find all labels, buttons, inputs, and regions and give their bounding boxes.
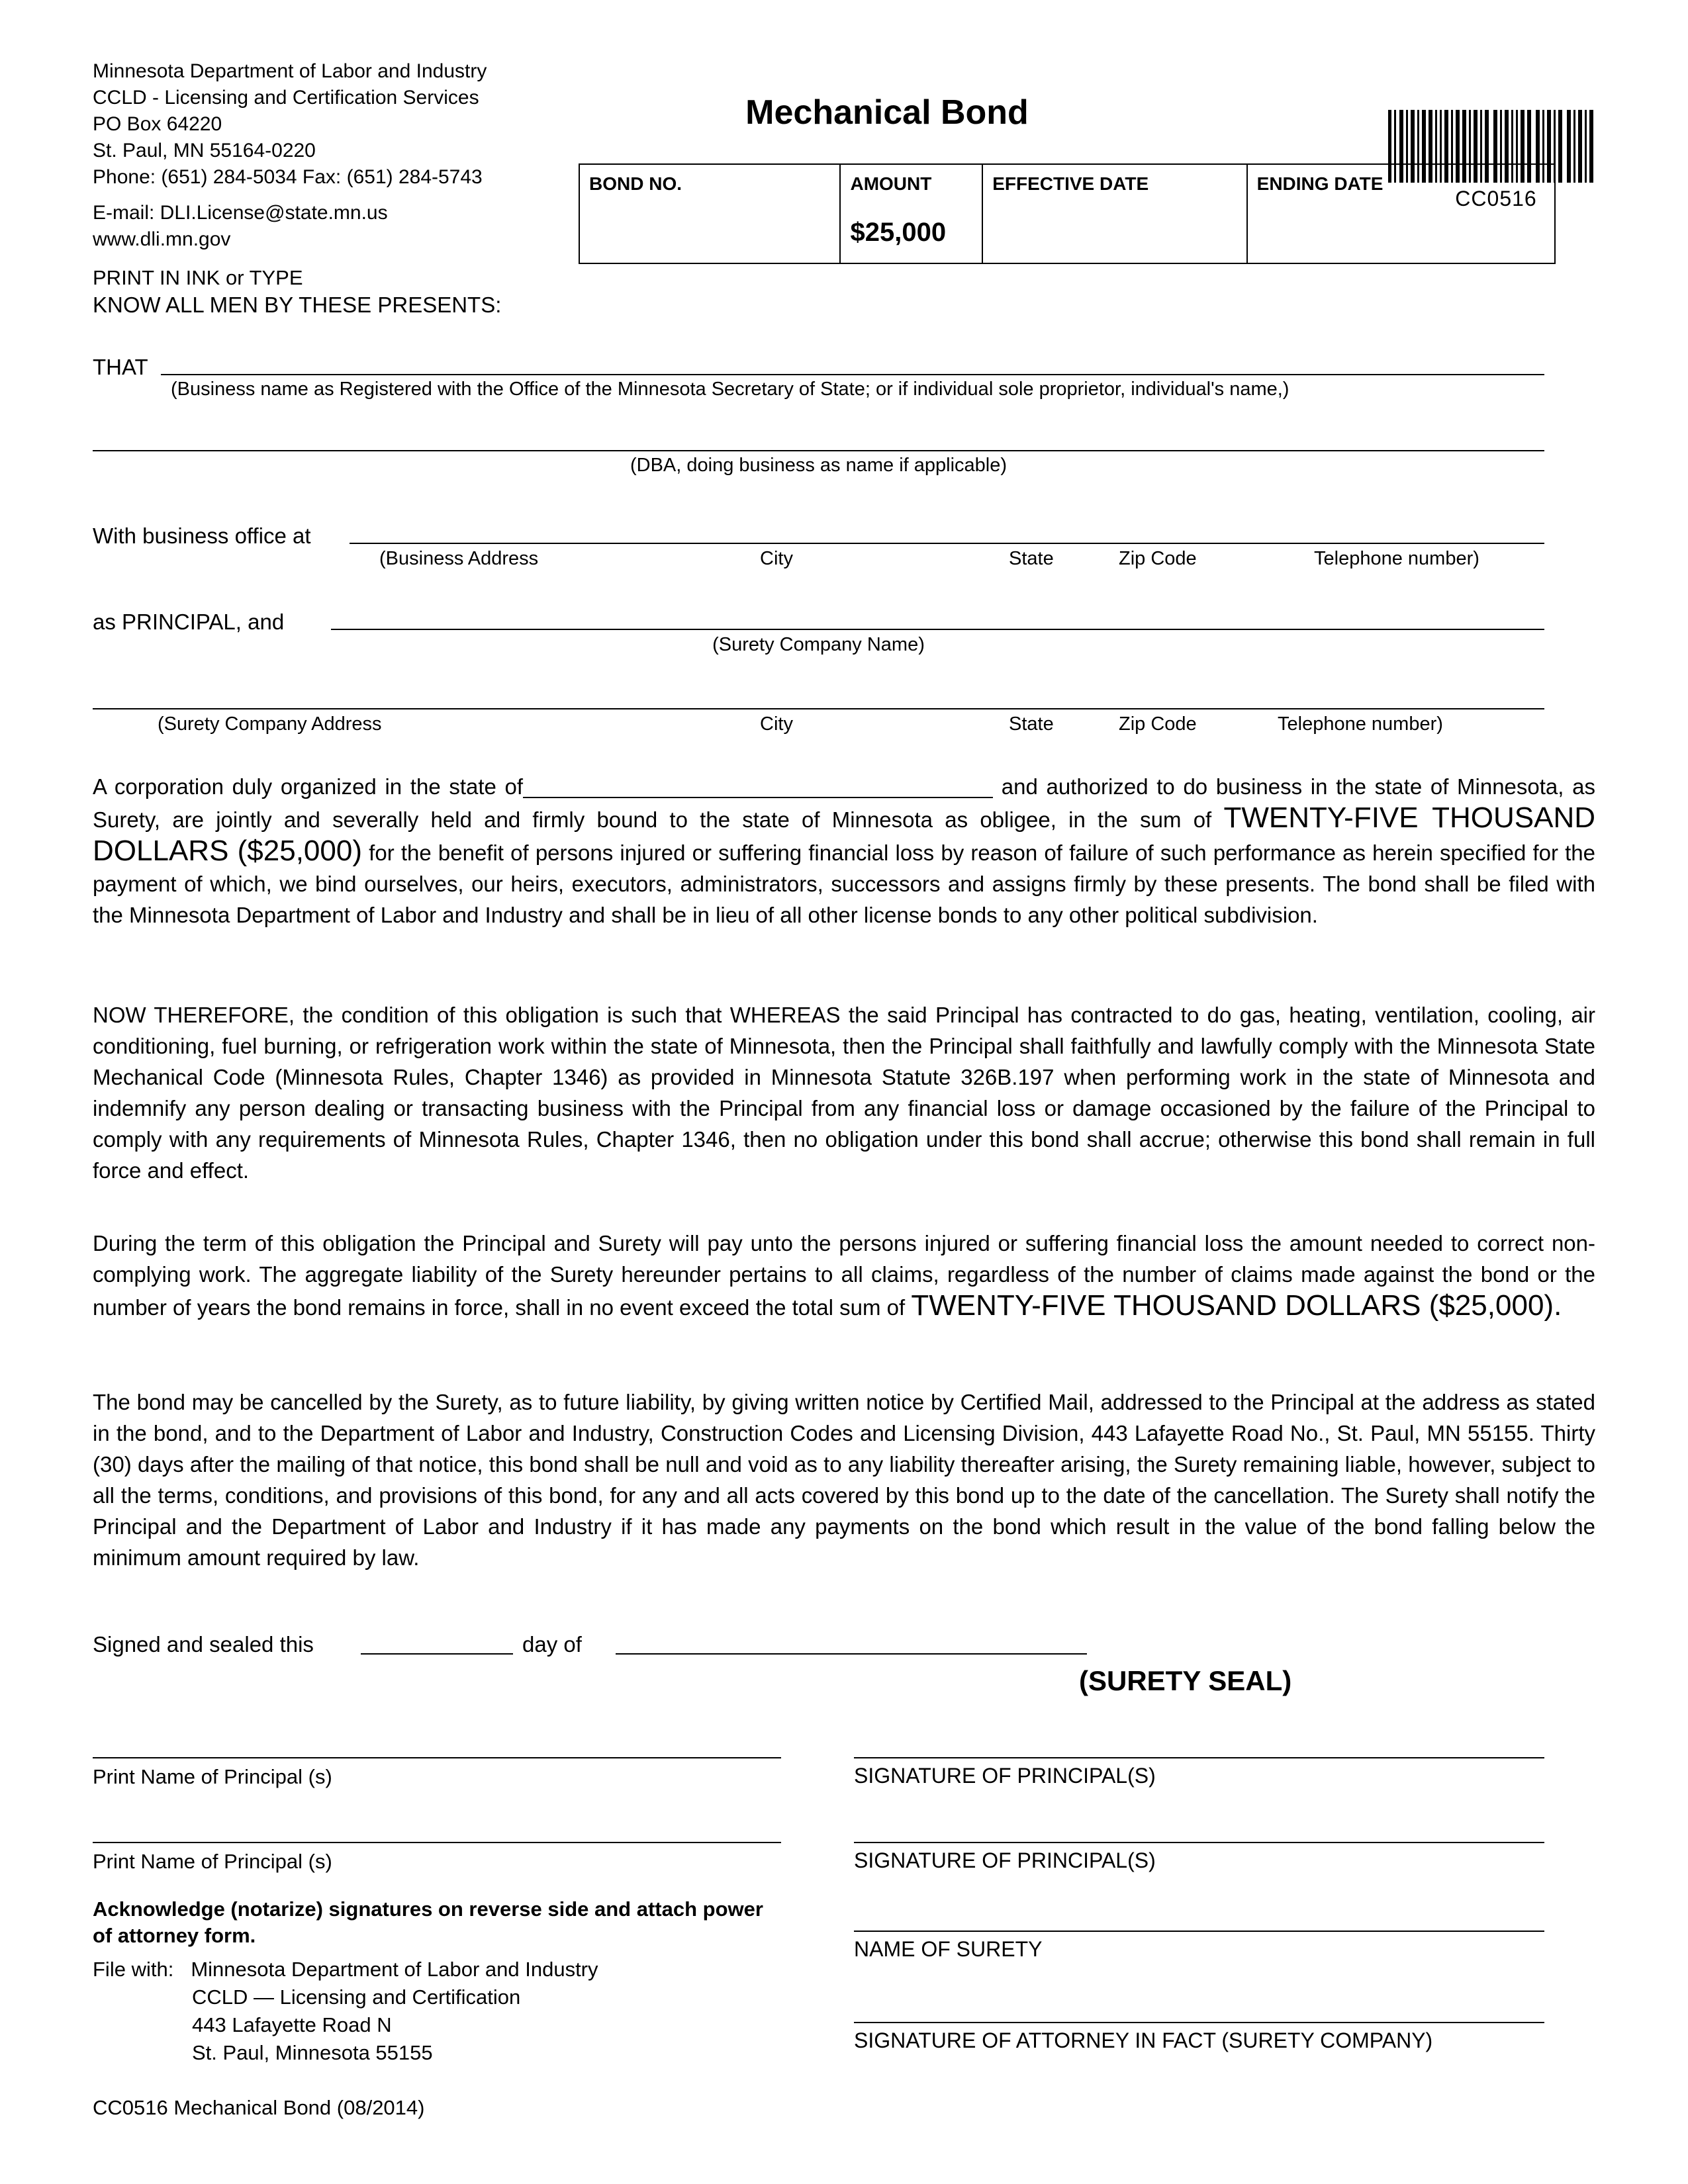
business-zip-caption: Zip Code <box>1119 548 1197 569</box>
barcode-label: CC0516 <box>1455 187 1537 210</box>
agency-website: www.dli.mn.gov <box>93 228 231 250</box>
bond-number-header: BOND NO. <box>589 173 682 194</box>
cancellation-paragraph: The bond may be cancelled by the Surety, as to future liability, by giving written notice by Certified Mail, addressed to the Principal at the address as stated in the bond, and to the Department of Labor and Industry, Construction Codes and Licensing Division, 443 Lafayette Road No., St. Paul, MN 55155. Thirty (30) days after the mailing of that notice, this bond shall be null and void as to any liability thereafter arising, the Surety remaining liable, however, subject to all the terms, conditions, and provisions of this bond, for any and all acts covered by this bond up to the date of the cancellation. The Surety shall notify the Principal and the Department of Labor and Industry if it has made any payments on the bond which result in the value of the bond falling below the minimum amount required by law. <box>93 1390 1595 1570</box>
p3-amount-words: TWENTY-FIVE THOUSAND DOLLARS ($25,000). <box>911 1289 1562 1322</box>
signature-attorney-in-fact-input[interactable] <box>854 2022 1544 2023</box>
p1-lead-text: A corporation duly organized in the state of <box>93 774 524 799</box>
business-state-caption: State <box>1009 548 1054 569</box>
effective-date-header: EFFECTIVE DATE <box>992 173 1149 194</box>
p3-text: During the term of this obligation the Principal and Surety will pay unto the persons injured or suffering financial loss the amount needed to correct non-complying work. The aggregate liability of the Surety hereunder pertains to all claims, regardless of the number of claims made against the bond or the number of years the bond remains in force, shall in no event exceed the total sum of <box>93 1231 1595 1320</box>
print-name-principal-1-input[interactable] <box>93 1757 781 1758</box>
notarize-notice: Acknowledge (notarize) signatures on reverse side and attach power of attorney form. <box>93 1897 763 1947</box>
bond-amount-cell[interactable] <box>841 165 983 263</box>
agency-address-block <box>93 58 596 253</box>
surety-city-caption: City <box>760 713 793 735</box>
now-therefore-paragraph: NOW THEREFORE, the condition of this obligation is such that WHEREAS the said Principal has contracted to do gas, heating, ventilation, cooling, air conditioning, fuel burning, or refrigeration work within the state of Minnesota, then the Principal shall faithfully and lawfully comply with the Minnesota State Mechanical Code (Minnesota Rules, Chapter 1346) as provided in Minnesota Statute 326B.197 when performing work in the state of Minnesota and indemnify any person dealing or transacting business with the Principal from any financial loss or damage occasioned by the failure of the Principal to comply with any requirements of Minnesota Rules, Chapter 1346, then no obligation under this bond shall accrue; otherwise this bond shall remain in full force and effect. <box>93 1003 1595 1183</box>
signature-attorney-in-fact-label: SIGNATURE OF ATTORNEY IN FACT (SURETY COMPANY) <box>854 2028 1433 2052</box>
file-with-line: St. Paul, Minnesota 55155 <box>192 2041 433 2064</box>
print-name-principal-2-label: Print Name of Principal (s) <box>93 1850 332 1873</box>
file-with-label: File with: <box>93 1958 174 1981</box>
surety-zip-caption: Zip Code <box>1119 713 1197 735</box>
effective-date-cell[interactable] <box>983 165 1247 263</box>
surety-state-caption: State <box>1009 713 1054 735</box>
surety-address-caption-row <box>0 712 1688 739</box>
bond-amount-value: $25,000 <box>850 218 947 247</box>
bond-amount-header: AMOUNT <box>850 173 932 194</box>
business-address-caption-row <box>0 547 1688 573</box>
day-of-label: day of <box>522 1632 582 1657</box>
p1-amount-words: TWENTY-FIVE THOUSAND DOLLARS ($25,000) <box>93 801 1595 867</box>
business-address-input[interactable] <box>350 543 1544 544</box>
that-label: THAT <box>93 355 148 379</box>
file-with-line: 443 Lafayette Road N <box>192 2013 392 2036</box>
know-all-men-heading: KNOW ALL MEN BY THESE PRESENTS: <box>93 293 502 317</box>
signature-principal-1-input[interactable] <box>854 1757 1544 1758</box>
surety-phone-caption: Telephone number) <box>1278 713 1443 735</box>
signed-sealed-label: Signed and sealed this <box>93 1632 314 1657</box>
file-with-line: CCLD — Licensing and Certification <box>192 1985 521 2009</box>
signature-principal-1-label: SIGNATURE OF PRINCIPAL(S) <box>854 1764 1156 1788</box>
dba-caption: (DBA, doing business as name if applicable) <box>630 455 1008 476</box>
bond-summary-table <box>579 163 1556 264</box>
agency-line: Minnesota Department of Labor and Industry <box>93 60 487 82</box>
business-phone-caption: Telephone number) <box>1314 548 1479 569</box>
p1-mid-text: and authorized to do business in the state of Minnesota, as Surety, are jointly and severally held and firmly bound to the state of Minnesota as obligee, in the sum of <box>93 774 1595 832</box>
signed-day-input[interactable] <box>361 1653 513 1655</box>
agency-line: Phone: (651) 284-5034 Fax: (651) 284-5743 <box>93 166 483 188</box>
name-of-surety-input[interactable] <box>854 1931 1544 1932</box>
p1-tail-text: for the benefit of persons injured or suffering financial loss by reason of failure of such performance as herein specified for the payment of which, we bind ourselves, our heirs, executors, administrators, successors and assigns firmly by these presents. The bond shall be filed with the Minnesota Department of Labor and Industry and shall be in lieu of all other license bonds to any other political subdivision. <box>93 841 1596 927</box>
ending-date-cell[interactable] <box>1248 165 1554 263</box>
page-title: Mechanical Bond <box>745 93 1029 132</box>
business-city-caption: City <box>760 548 793 569</box>
agency-email: E-mail: DLI.License@state.mn.us <box>93 202 388 224</box>
signature-principal-2-label: SIGNATURE OF PRINCIPAL(S) <box>854 1848 1156 1872</box>
agency-line: PO Box 64220 <box>93 113 222 135</box>
surety-address-input[interactable] <box>93 708 1544 709</box>
surety-address-caption: (Surety Company Address <box>158 713 382 735</box>
signed-month-year-input[interactable] <box>616 1653 1087 1655</box>
form-code-footer: CC0516 Mechanical Bond (08/2014) <box>93 2096 425 2119</box>
business-name-input[interactable] <box>161 374 1544 375</box>
obligation-paragraph <box>93 771 1595 931</box>
print-name-principal-1-label: Print Name of Principal (s) <box>93 1765 332 1788</box>
business-office-label: With business office at <box>93 523 311 548</box>
file-with-block <box>93 1956 598 2067</box>
signature-principal-2-input[interactable] <box>854 1842 1544 1843</box>
print-name-principal-2-input[interactable] <box>93 1842 781 1843</box>
business-address-caption: (Business Address <box>379 548 539 569</box>
agency-line: CCLD - Licensing and Certification Services <box>93 87 479 109</box>
state-of-incorporation-input[interactable] <box>523 774 993 798</box>
file-with-line: Minnesota Department of Labor and Industry <box>191 1958 598 1981</box>
print-instruction: PRINT IN INK or TYPE <box>93 266 303 289</box>
agency-line: St. Paul, MN 55164-0220 <box>93 140 316 161</box>
as-principal-label: as PRINCIPAL, and <box>93 610 285 634</box>
during-term-paragraph <box>93 1228 1595 1323</box>
business-name-caption: (Business name as Registered with the Office of the Minnesota Secretary of State; or if individual sole proprietor, individual's name,) <box>171 379 1289 400</box>
surety-company-name-caption: (Surety Company Name) <box>712 634 925 655</box>
ending-date-header: ENDING DATE <box>1256 173 1383 194</box>
surety-seal-label: (SURETY SEAL) <box>1079 1665 1292 1696</box>
spacer <box>93 191 596 200</box>
bond-number-cell[interactable] <box>580 165 841 263</box>
name-of-surety-label: NAME OF SURETY <box>854 1937 1043 1961</box>
surety-company-name-input[interactable] <box>331 629 1544 630</box>
dba-input[interactable] <box>93 450 1544 451</box>
